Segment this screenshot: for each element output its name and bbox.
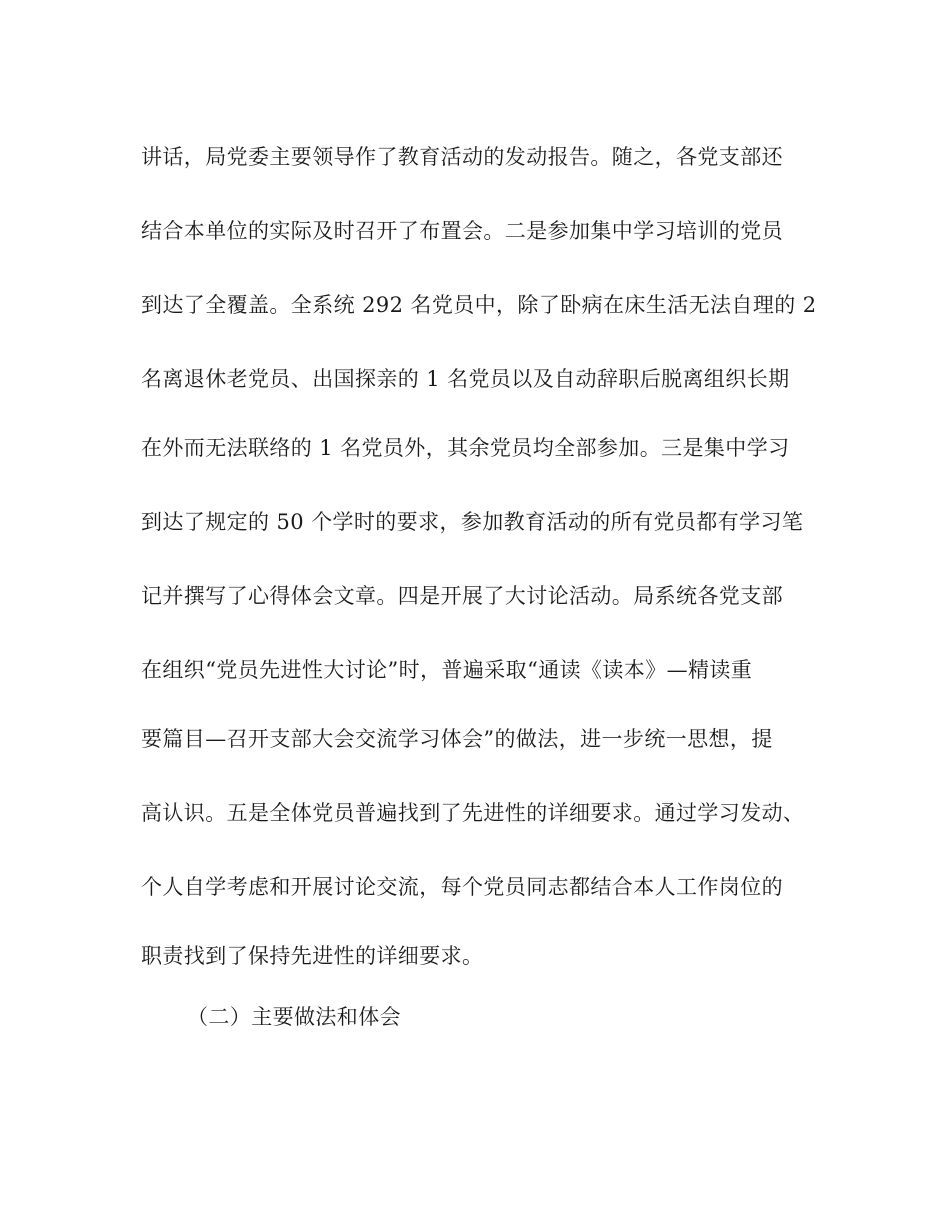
paragraph-line: 记并撰写了心得体会文章。四是开展了大讨论活动。局系统各党支部 [141,584,783,608]
paragraph-line: 高认识。五是全体党员普遍找到了先进性的详细要求。通过学习发动、 [141,801,805,825]
paragraph-line: 结合本单位的实际及时召开了布置会。二是参加集中学习培训的党员 [141,219,783,243]
paragraph-line: 要篇目—召开支部大会交流学习体会”的做法，进一步统一思想，提 [141,727,773,751]
paragraph-line: 到达了规定的 50 个学时的要求，参加教育活动的所有党员都有学习笔 [141,510,804,534]
paragraph-line: 讲话，局党委主要领导作了教育活动的发动报告。随之，各党支部还 [141,145,783,169]
section-heading: （二）主要做法和体会 [187,1005,401,1029]
paragraph-line: 个人自学考虑和开展讨论交流，每个党员同志都结合本人工作岗位的 [141,875,783,899]
paragraph-line: 名离退休老党员、出国探亲的 1 名党员以及自动辞职后脱离组织长期 [141,367,790,391]
paragraph-line: 在组织“党员先进性大讨论”时，普遍采取“通读《读本》—精读重 [141,658,753,682]
paragraph-line: 在外而无法联络的 1 名党员外，其余党员均全部参加。三是集中学习 [141,436,790,460]
paragraph-line: 职责找到了保持先进性的详细要求。 [141,944,484,968]
paragraph-line: 到达了全覆盖。全系统 292 名党员中，除了卧病在床生活无法自理的 2 [141,293,817,317]
